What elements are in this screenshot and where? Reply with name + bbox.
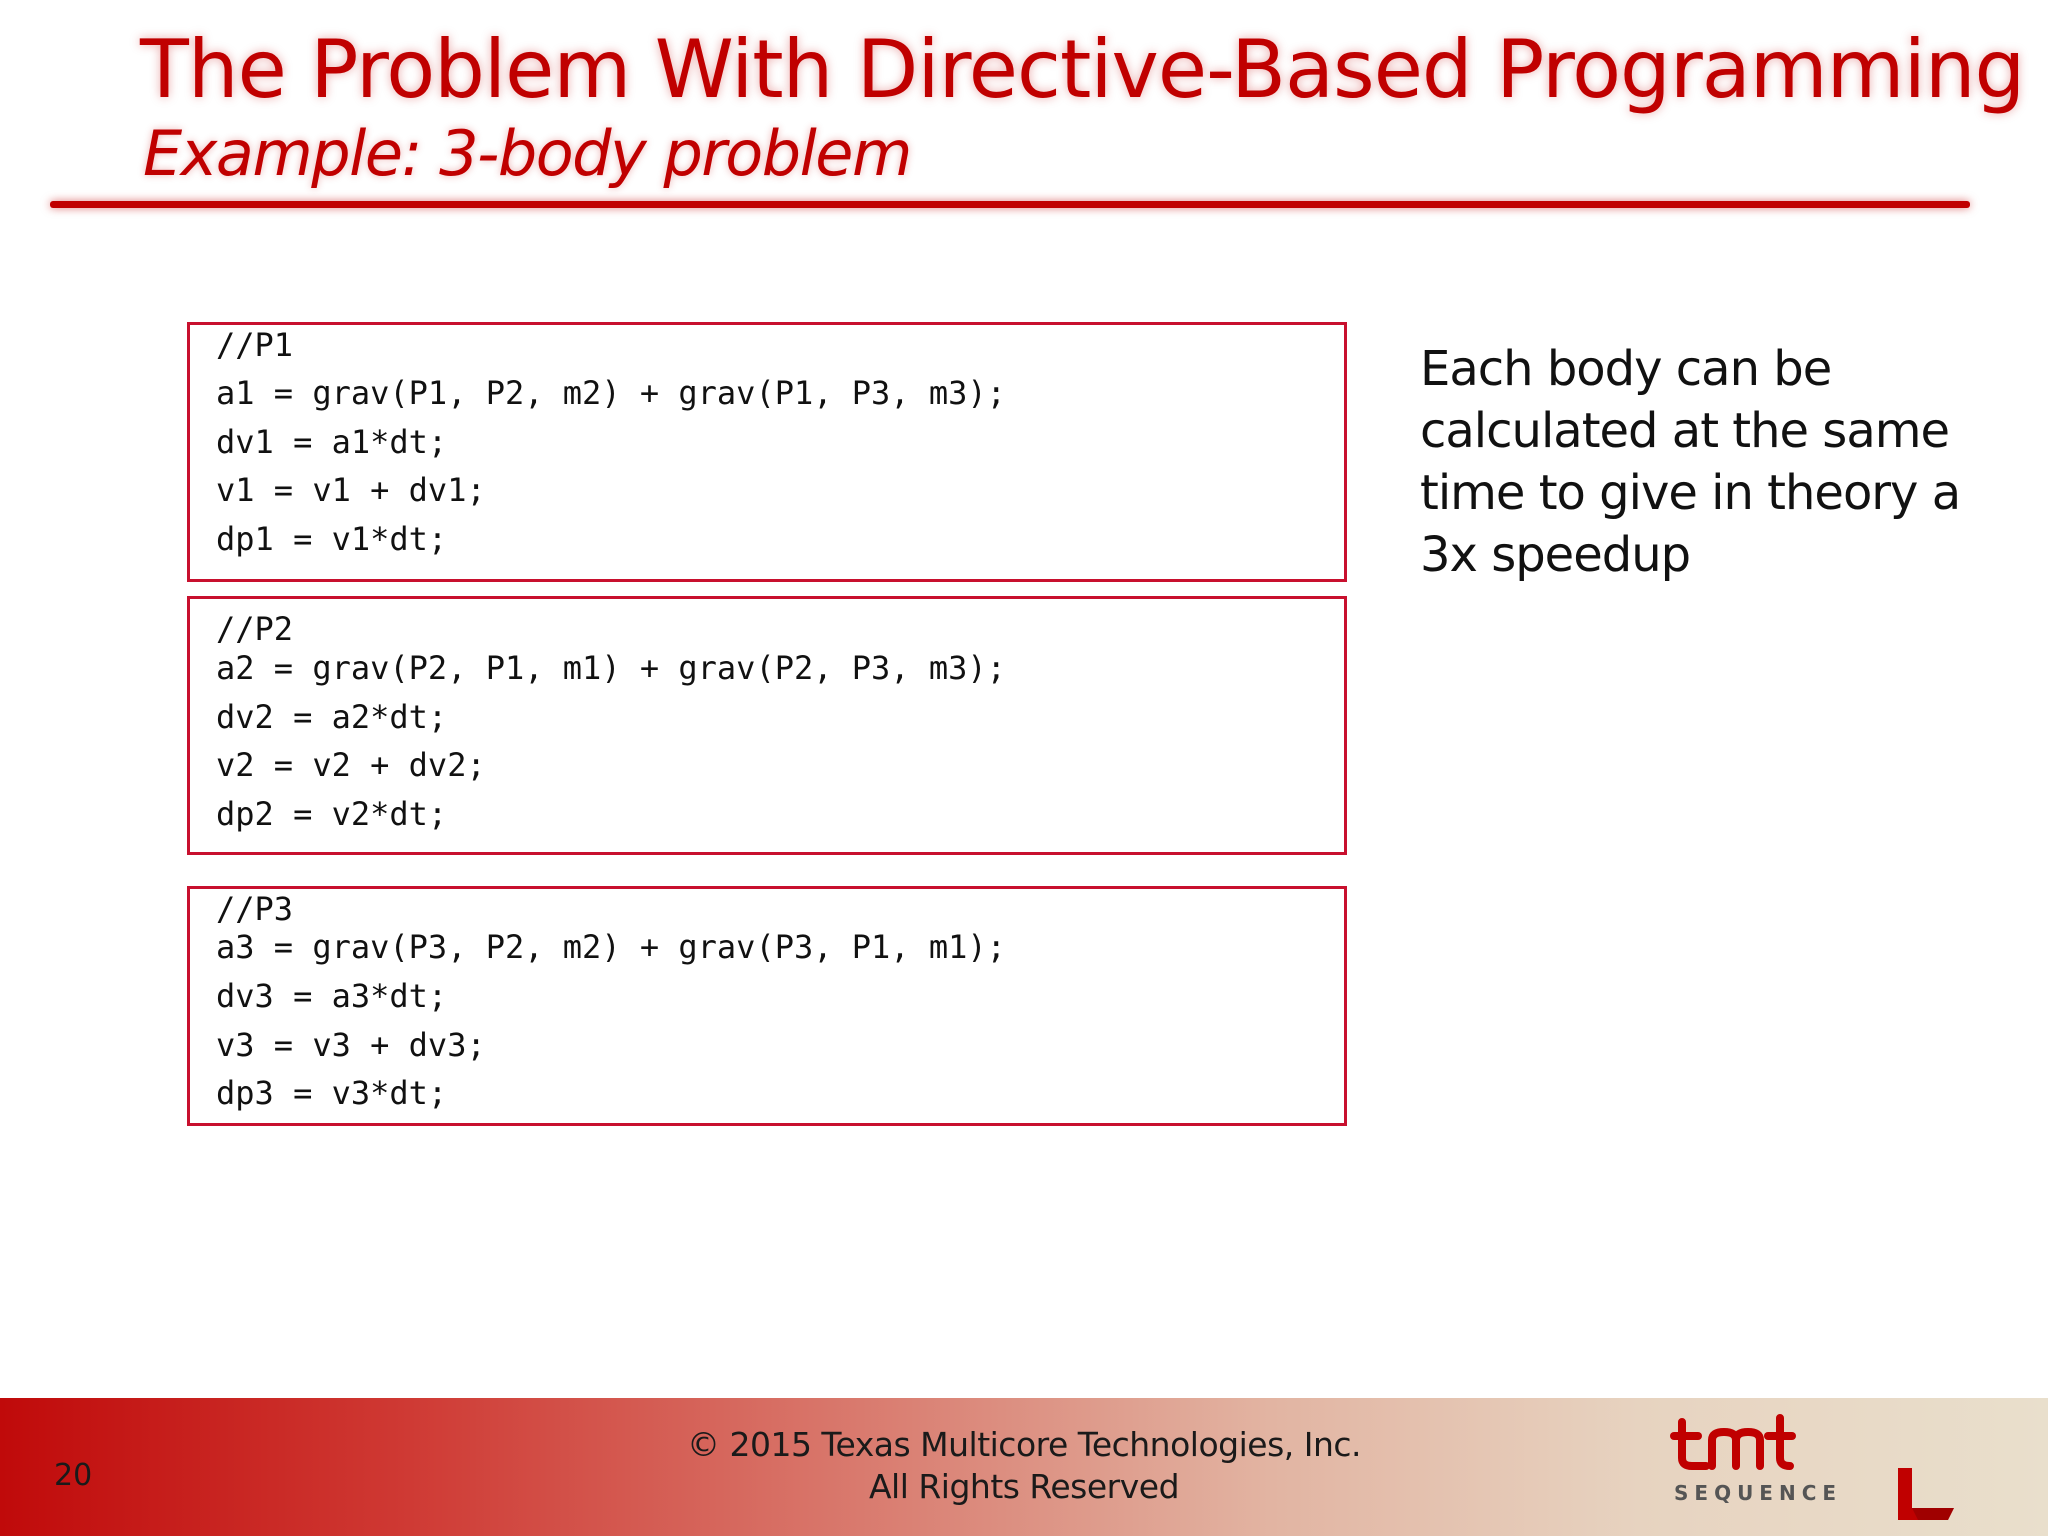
code-line: dp1 = v1*dt;: [216, 520, 448, 558]
title-divider: [50, 201, 1970, 208]
code-line: a1 = grav(P1, P2, m2) + grav(P1, P3, m3);: [216, 374, 1006, 412]
slide-title: The Problem With Directive-Based Programming: [140, 23, 2025, 116]
page-number: 20: [54, 1458, 93, 1493]
code-line: dv2 = a2*dt;: [216, 698, 448, 736]
code-line: dp3 = v3*dt;: [216, 1074, 448, 1112]
code-comment: //P1: [216, 326, 294, 364]
copyright-line: © 2015 Texas Multicore Technologies, Inc.: [686, 1425, 1362, 1464]
code-line: a2 = grav(P2, P1, m1) + grav(P2, P3, m3);: [216, 649, 1006, 687]
copyright-notice: [640, 1424, 1408, 1508]
code-line: v1 = v1 + dv1;: [216, 471, 486, 509]
code-comment: //P2: [216, 610, 294, 648]
code-block-p2: [187, 596, 1347, 855]
code-block-p3: [187, 886, 1347, 1126]
code-line: v2 = v2 + dv2;: [216, 746, 486, 784]
code-line: dv3 = a3*dt;: [216, 977, 448, 1015]
code-block-p1: [187, 322, 1347, 582]
code-comment: //P3: [216, 890, 294, 928]
code-line: v3 = v3 + dv3;: [216, 1026, 486, 1064]
code-line: a3 = grav(P3, P2, m2) + grav(P3, P1, m1);: [216, 928, 1006, 966]
slide-subtitle: Example: 3-body problem: [143, 117, 911, 190]
code-line: dp2 = v2*dt;: [216, 795, 448, 833]
rights-line: All Rights Reserved: [868, 1467, 1180, 1506]
side-note: Each body can be calculated at the same time to give in theory a 3x speedup: [1420, 341, 1961, 583]
code-line: dv1 = a1*dt;: [216, 423, 448, 461]
tmt-sequencel-logo-icon: [1668, 1408, 1978, 1528]
logo-wordmark: SEQUENCE: [1674, 1481, 1843, 1505]
